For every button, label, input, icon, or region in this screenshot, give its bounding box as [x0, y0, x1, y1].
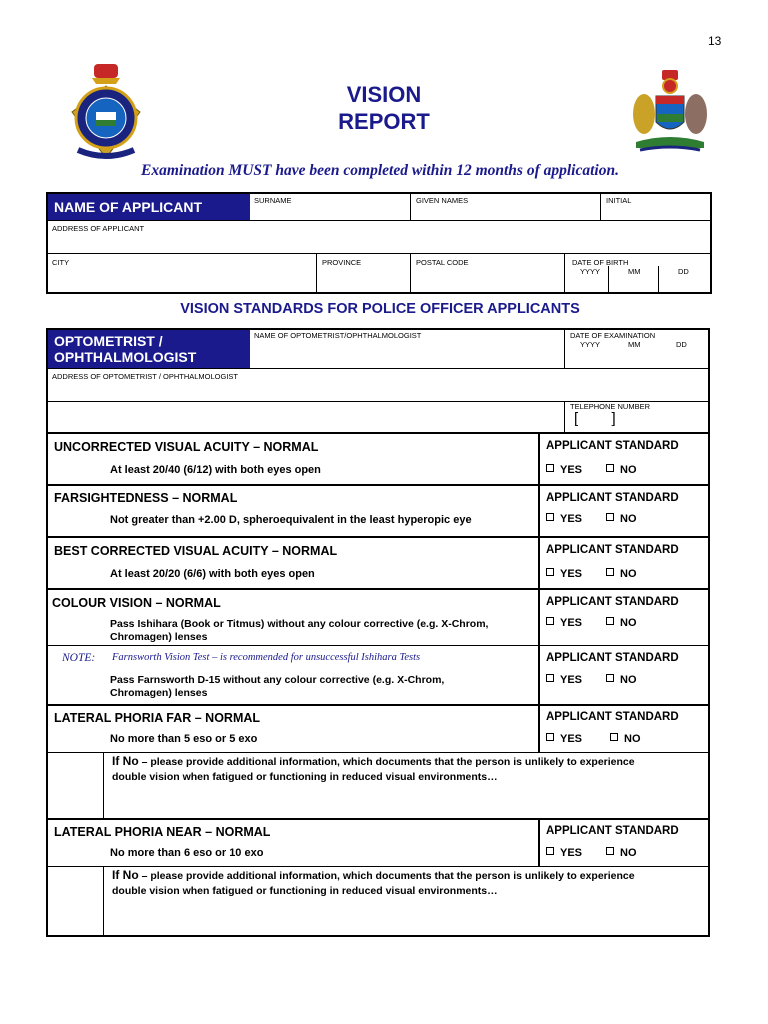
- checkbox-icon: [606, 674, 614, 682]
- colour-2-yes-checkbox[interactable]: YES: [546, 674, 582, 686]
- checkbox-icon: [606, 568, 614, 576]
- initial-field[interactable]: [601, 194, 710, 220]
- farsightedness-title: FARSIGHTEDNESS – NORMAL: [54, 491, 238, 505]
- applicant-banner: NAME OF APPLICANT: [48, 194, 250, 220]
- checkbox-icon: [546, 674, 554, 682]
- note-label: NOTE:: [62, 652, 96, 664]
- uva-standard: At least 20/40 (6/12) with both eyes open: [110, 464, 321, 476]
- checkbox-icon: [546, 464, 554, 472]
- optometrist-banner-line2: OPHTHALMOLOGIST: [54, 349, 197, 365]
- bcva-no-checkbox[interactable]: NO: [606, 568, 637, 580]
- exam-yyyy: YYYY: [580, 340, 601, 349]
- note-text: Farnsworth Vision Test – is recommended for unsuccessful Ishihara Tests: [112, 652, 421, 663]
- checkbox-icon: [610, 733, 618, 741]
- title-line-2: REPORT: [338, 109, 430, 134]
- colour-standard-1: Pass Ishihara (Book or Titmus) without any colour corrective (e.g. X-Chrom, Chromagen) lenses: [110, 618, 489, 643]
- bcva-title: BEST CORRECTED VISUAL ACUITY – NORMAL: [54, 544, 338, 558]
- exam-date-field[interactable]: [565, 330, 708, 368]
- postal-code-label: POSTAL CODE: [416, 258, 469, 267]
- checkbox-icon: [546, 617, 554, 625]
- lpn-applicant-standard: APPLICANT STANDARD: [546, 825, 679, 837]
- farsightedness-applicant-standard: APPLICANT STANDARD: [546, 492, 679, 504]
- farsightedness-standard: Not greater than +2.00 D, spheroequivalent in the least hyperopic eye: [110, 514, 472, 526]
- colour-1-yes-checkbox[interactable]: YES: [546, 617, 582, 629]
- lpn-yes-checkbox[interactable]: YES: [546, 847, 582, 859]
- optometrist-name-label: NAME OF OPTOMETRIST/OPHTHALMOLOGIST: [254, 331, 422, 340]
- colour-applicant-standard-2: APPLICANT STANDARD: [546, 652, 679, 664]
- checkbox-icon: [546, 568, 554, 576]
- lpf-additional-info-field[interactable]: [104, 788, 708, 818]
- optometrist-address-field[interactable]: [48, 369, 708, 401]
- telephone-field[interactable]: [565, 402, 708, 432]
- dob-dd: DD: [678, 267, 689, 276]
- optometrist-banner-line1: OPTOMETRIST /: [54, 333, 163, 349]
- dob-mm: MM: [628, 267, 641, 276]
- page-number: 13: [708, 34, 722, 48]
- initial-label: INITIAL: [606, 196, 632, 205]
- lpf-standard: No more than 5 eso or 5 exo: [110, 733, 258, 745]
- lpf-if-no-text: If No – please provide additional information, which documents that the person is unlikely to experience double vision when fatigued or functioning in reduced visual environments…: [112, 754, 635, 783]
- title-line-1: VISION: [346, 82, 422, 107]
- dob-yyyy: YYYY: [580, 267, 601, 276]
- address-field[interactable]: [48, 221, 710, 253]
- police-crest-icon: [62, 62, 150, 164]
- province-field[interactable]: [317, 254, 410, 292]
- checkbox-icon: [606, 464, 614, 472]
- surname-field[interactable]: [250, 194, 410, 220]
- checkbox-icon: [606, 513, 614, 521]
- surname-label: SURNAME: [254, 196, 292, 205]
- lpn-if-no-text: If No – please provide additional information, which documents that the person is unlikely to experience double vision when fatigued or functioning in reduced visual environments…: [112, 868, 635, 897]
- colour-applicant-standard-1: APPLICANT STANDARD: [546, 596, 679, 608]
- optometrist-banner: [48, 330, 250, 368]
- checkbox-icon: [606, 847, 614, 855]
- farsightedness-yes-checkbox[interactable]: YES: [546, 513, 582, 525]
- postal-code-field[interactable]: [411, 254, 564, 292]
- subtitle: Examination MUST have been completed within 12 months of application.: [141, 162, 619, 179]
- province-label: PROVINCE: [322, 258, 362, 267]
- exam-mm: MM: [628, 340, 641, 349]
- optometrist-name-field[interactable]: [250, 330, 564, 368]
- given-names-label: GIVEN NAMES: [416, 196, 469, 205]
- lpf-applicant-standard: APPLICANT STANDARD: [546, 711, 679, 723]
- dob-field[interactable]: [565, 266, 710, 292]
- telephone-label: TELEPHONE NUMBER: [570, 402, 651, 411]
- address-label: ADDRESS OF APPLICANT: [52, 224, 145, 233]
- uva-applicant-standard: APPLICANT STANDARD: [546, 440, 679, 452]
- lpn-no-checkbox[interactable]: NO: [606, 847, 637, 859]
- uva-title: UNCORRECTED VISUAL ACUITY – NORMAL: [54, 440, 319, 454]
- lpf-title: LATERAL PHORIA FAR – NORMAL: [54, 711, 261, 725]
- colour-2-no-checkbox[interactable]: NO: [606, 674, 637, 686]
- optometrist-address-label: ADDRESS OF OPTOMETRIST / OPHTHALMOLOGIST: [52, 372, 238, 381]
- lpn-title: LATERAL PHORIA NEAR – NORMAL: [54, 825, 271, 839]
- checkbox-icon: [546, 513, 554, 521]
- checkbox-icon: [606, 617, 614, 625]
- telephone-brackets: [ ]: [574, 410, 616, 427]
- city-label: CITY: [52, 258, 70, 267]
- exam-dd: DD: [676, 340, 687, 349]
- colour-1-no-checkbox[interactable]: NO: [606, 617, 637, 629]
- checkbox-icon: [546, 733, 554, 741]
- dob-label: DATE OF BIRTH: [572, 258, 629, 267]
- checkbox-icon: [546, 847, 554, 855]
- colour-title: COLOUR VISION – NORMAL: [52, 596, 221, 610]
- colour-standard-2: Pass Farnsworth D-15 without any colour corrective (e.g. X-Chrom, Chromagen) lenses: [110, 674, 445, 699]
- lpf-yes-checkbox[interactable]: YES: [546, 733, 582, 745]
- lpf-no-checkbox[interactable]: NO: [610, 733, 641, 745]
- city-field[interactable]: [48, 254, 316, 292]
- bcva-applicant-standard: APPLICANT STANDARD: [546, 544, 679, 556]
- coat-of-arms-icon: [630, 70, 710, 154]
- exam-date-label: DATE OF EXAMINATION: [570, 331, 656, 340]
- uva-no-checkbox[interactable]: NO: [606, 464, 637, 476]
- uva-yes-checkbox[interactable]: YES: [546, 464, 582, 476]
- bcva-yes-checkbox[interactable]: YES: [546, 568, 582, 580]
- bcva-standard: At least 20/20 (6/6) with both eyes open: [110, 568, 315, 580]
- given-names-field[interactable]: [411, 194, 600, 220]
- lpn-additional-info-field[interactable]: [104, 902, 708, 934]
- lpn-standard: No more than 6 eso or 10 exo: [110, 847, 264, 859]
- farsightedness-no-checkbox[interactable]: NO: [606, 513, 637, 525]
- standards-heading: VISION STANDARDS FOR POLICE OFFICER APPLICANTS: [180, 301, 580, 317]
